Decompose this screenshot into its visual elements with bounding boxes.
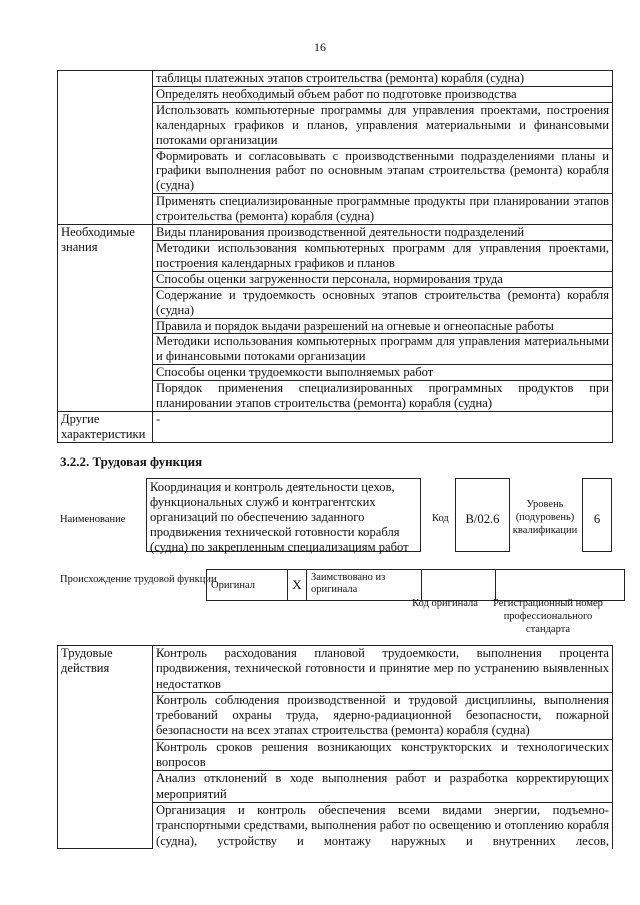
original-label: Оригинал	[207, 570, 288, 601]
knowledge-item: Способы оценки загруженности персонала, нормирования труда	[153, 271, 613, 287]
skill-item: Формировать и согласовывать с производственными подразделениями планы и графики выполнения работ по основным этапам строительства (ремонта) корабля (судна)	[153, 148, 613, 194]
table-row	[58, 646, 613, 693]
action-item: Контроль соблюдения производственной и трудовой дисциплины, выполнения требований охраны труда, ядерно-радиационной безопасности, пожарной безопасности на всех этапах строительства (ремонта) корабля (судна)	[153, 692, 613, 739]
original-code-cell	[422, 570, 496, 601]
knowledge-item: Виды планирования производственной деятельности подразделений	[153, 225, 613, 241]
table-row	[207, 570, 625, 601]
knowledge-label: Необходимые знания	[58, 225, 153, 412]
page-number: 16	[314, 40, 326, 54]
skill-item: Применять специализированные программные продукты при планировании этапов строительства (ремонта) корабля (судна)	[153, 194, 613, 225]
borrowed-label: Заимствовано из оригинала	[307, 570, 422, 601]
skill-item: таблицы платежных этапов строительства (ремонта) корабля (судна)	[153, 71, 613, 87]
name-label: Наименование	[60, 514, 126, 525]
action-item: Организация и контроль обеспечения всеми видами энергии, подъемно-транспортными средствами, выполнения работ по освещению и отоплению корабля (судна), устройству и монтажу наружных и внутренних лесов,	[153, 802, 613, 848]
knowledge-item: Методики использования компьютерных программ для управления материальными и финансовыми потоками организации	[153, 334, 613, 365]
registration-number-caption: Регистрационный номер профессионального стандарта	[493, 598, 603, 635]
code-value: B/02.6	[455, 478, 510, 552]
knowledge-item: Порядок применения специализированных программных продуктов при планировании этапов строительства (ремонта) корабля (судна)	[153, 381, 613, 412]
action-item: Анализ отклонений в ходе выполнения работ и разработка корректирующих мероприятий	[153, 771, 613, 803]
table-row	[58, 225, 613, 241]
labour-actions-table	[57, 645, 613, 849]
code-label: Код	[432, 513, 449, 524]
action-item: Контроль сроков решения возникающих конструкторских и технологических вопросов	[153, 739, 613, 771]
skill-item: Использовать компьютерные программы для управления проектами, построения календарных графиков и планов, управления материальными и финансовыми потоками организации	[153, 102, 613, 148]
other-characteristics-label: Другие характеристики	[58, 411, 153, 442]
skills-knowledge-table	[57, 70, 613, 443]
table-row	[58, 71, 613, 87]
knowledge-item: Способы оценки трудоемкости выполняемых работ	[153, 365, 613, 381]
skill-item: Определять необходимый объем работ по подготовке производства	[153, 86, 613, 102]
function-name-value: Координация и контроль деятельности цехов, функциональных служб и контрагентских организаций по обеспечению заданного продвижения технической готовности корабля (судна) по закрепленным специализациям работ	[146, 478, 421, 552]
labour-actions-label: Трудовые действия	[58, 646, 153, 849]
registration-number-cell	[496, 570, 625, 601]
action-item: Контроль расходования плановой трудоемкости, выполнения процента продвижения, технической готовности и принятие мер по устранению выявленных недостатков	[153, 646, 613, 693]
other-characteristics-value: -	[153, 411, 613, 442]
original-code-caption: Код оригинала	[412, 598, 478, 609]
qualification-level-label: Уровень (подуровень) квалификации	[512, 499, 578, 536]
skills-label-cell	[58, 71, 153, 225]
qualification-level-value: 6	[582, 478, 612, 552]
original-mark: X	[288, 570, 307, 601]
knowledge-item: Методики использования компьютерных программ для управления проектами, построения календарных графиков и планов	[153, 240, 613, 271]
table-row	[58, 411, 613, 442]
knowledge-item: Содержание и трудоемкость основных этапов строительства (ремонта) корабля (судна)	[153, 287, 613, 318]
origin-label: Происхождение трудовой функции	[60, 574, 217, 585]
knowledge-item: Правила и порядок выдачи разрешений на огневые и огнеопасные работы	[153, 318, 613, 334]
section-title: 3.2.2. Трудовая функция	[60, 454, 203, 469]
